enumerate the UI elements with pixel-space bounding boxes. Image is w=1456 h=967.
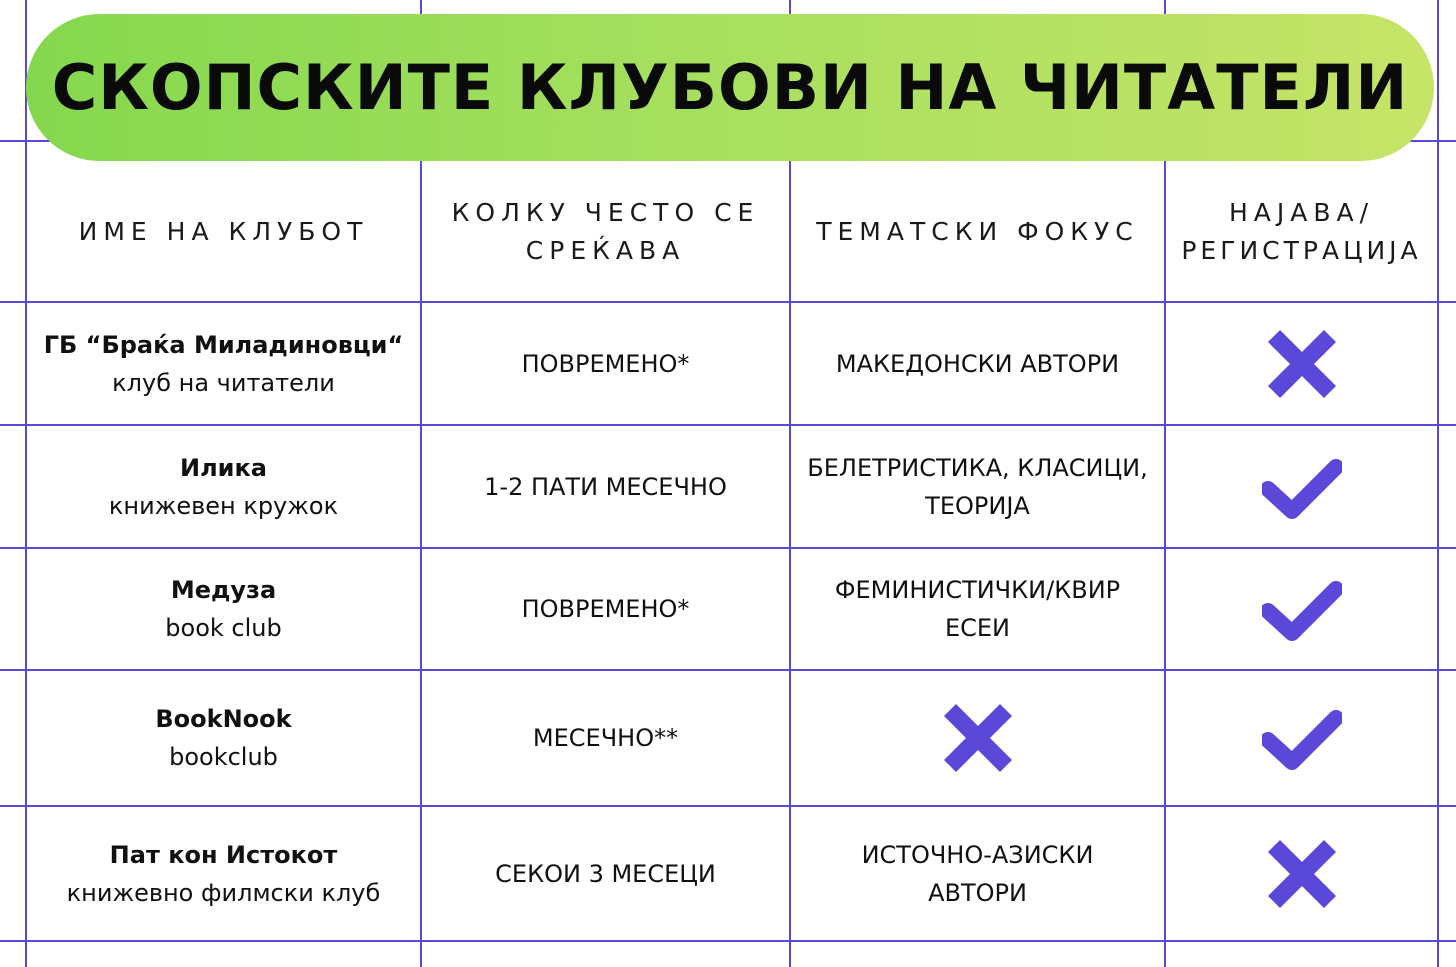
row-5-name [27,807,420,940]
row-5-registration [1166,807,1437,940]
focus-line-1: МАКЕДОНСКИ АВТОРИ [835,349,1120,378]
focus-line-1: БЕЛЕТРИСТИКА, КЛАСИЦИ, [807,453,1148,482]
focus-line-2: ЕСЕИ [944,614,1011,642]
page-title: СКОПСКИТЕ КЛУБОВИ НА ЧИТАТЕЛИ [51,51,1409,124]
row-1-frequency [422,303,789,424]
title-banner [26,14,1434,161]
header-name [27,162,420,301]
row-1-focus [791,303,1164,424]
row-4-registration [1166,671,1437,805]
frequency-value: ПОВРЕМЕНО* [521,349,690,378]
row-2-name [27,426,420,547]
club-subtitle: клуб на читатели [112,368,335,397]
row-3-focus [791,549,1164,669]
club-name: Илика [180,453,267,482]
header-frequency-line1: КОЛКУ ЧЕСТО СЕ [451,197,760,227]
header-registration-line1: НАЈАВА/ [1228,197,1375,227]
header-registration [1166,162,1437,301]
cross-icon [1262,324,1342,404]
frequency-value: 1-2 ПАТИ МЕСЕЧНО [484,472,727,501]
check-icon [1262,447,1342,527]
grid-line-v5 [1437,0,1439,967]
row-1-name [27,303,420,424]
club-subtitle: книжевно филмски клуб [66,878,381,907]
row-4-focus [791,671,1164,805]
row-3-registration [1166,549,1437,669]
header-frequency [422,162,789,301]
focus-line-1: ИСТОЧНО-АЗИСКИ [861,840,1094,869]
cross-icon [938,698,1018,778]
row-2-frequency [422,426,789,547]
club-subtitle: bookclub [169,743,278,771]
club-subtitle: книжевен кружок [108,491,339,520]
grid-line-h7 [0,940,1456,942]
row-3-frequency [422,549,789,669]
focus-line-2: АВТОРИ [928,878,1027,907]
frequency-value: СЕКОИ 3 МЕСЕЦИ [495,859,716,888]
row-4-frequency [422,671,789,805]
header-name-label: ИМЕ НА КЛУБОТ [78,216,369,246]
header-registration-line2: РЕГИСТРАЦИЈА [1181,235,1422,265]
row-5-focus [791,807,1164,940]
focus-line-1: ФЕМИНИСТИЧКИ/КВИР [834,576,1121,604]
header-focus [791,162,1164,301]
row-5-frequency [422,807,789,940]
frequency-value: ПОВРЕМЕНО* [521,595,690,623]
focus-line-2: ТЕОРИЈА [925,491,1030,520]
row-1-registration [1166,303,1437,424]
row-2-registration [1166,426,1437,547]
club-name: BookNook [155,705,292,733]
cross-icon [1262,834,1342,914]
frequency-value: МЕСЕЧНО** [532,724,679,752]
check-icon [1262,698,1342,778]
row-2-focus [791,426,1164,547]
header-focus-label: ТЕМАТСКИ ФОКУС [816,216,1139,246]
header-frequency-line2: СРЕЌАВА [525,235,686,265]
club-name: Пат кон Истокот [109,840,338,869]
club-name: Медуза [170,576,277,604]
club-subtitle: book club [165,614,282,642]
row-4-name [27,671,420,805]
check-icon [1262,569,1342,649]
club-name: ГБ “Браќа Миладиновци“ [43,330,404,359]
row-3-name [27,549,420,669]
